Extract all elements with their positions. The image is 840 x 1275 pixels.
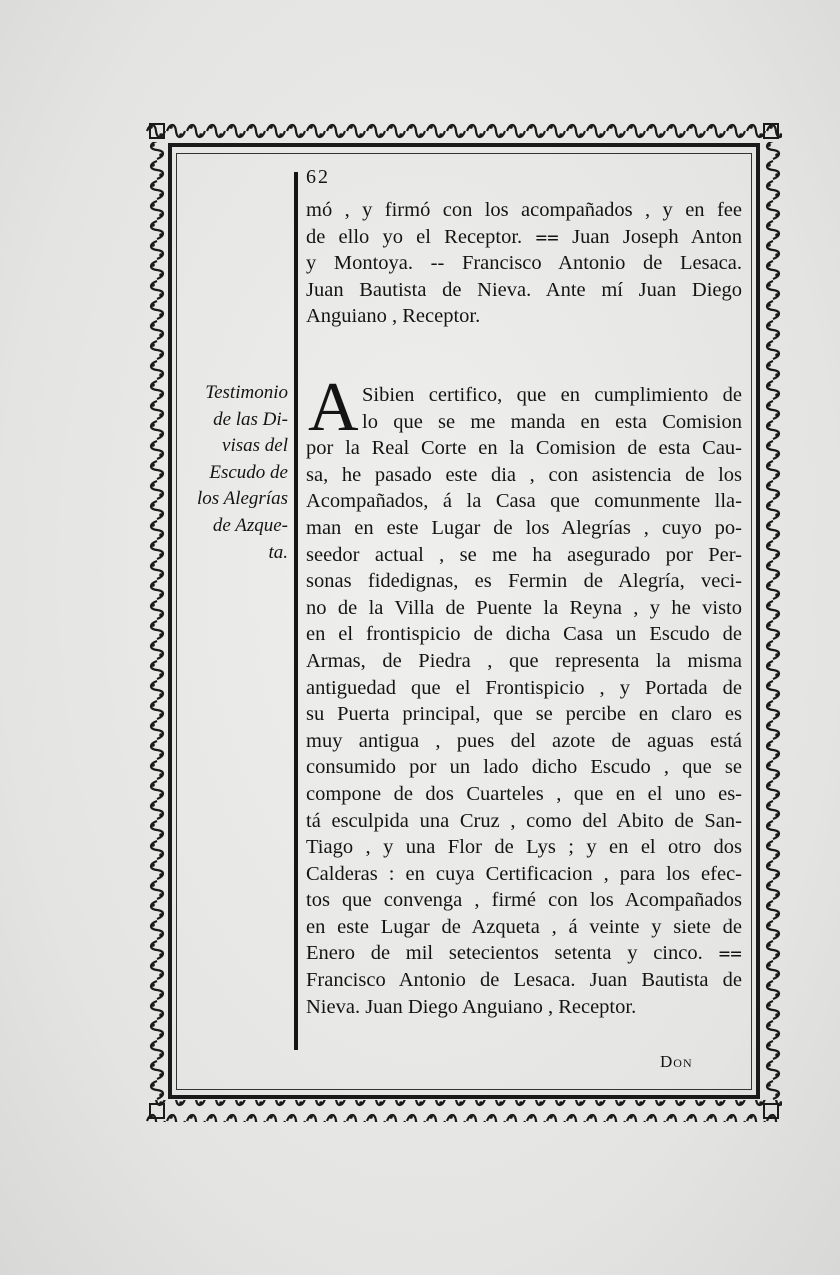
frame-inner-rule-right [751,153,752,1089]
frame-rule-bottom [168,1095,760,1099]
frame-inner-rule-left [176,153,177,1089]
text-line: no de la Villa de Puente la Reyna , y he visto [306,596,742,619]
text-line: de ello yo el Receptor. ⩵ Juan Joseph Anton [306,225,742,248]
text-line: en este Lugar de Azqueta , á veinte y siete de [306,915,742,938]
text-line: Tiago , y una Flor de Lys ; y en el otro dos [306,836,742,859]
text-line: su Puerta principal, que se percibe en claro es [306,703,742,726]
marginal-line: Escudo de [209,461,288,483]
paragraph-continuation [306,197,742,330]
text-line: sonas fidedignas, es Fermin de Alegría, veci- [306,570,742,593]
text-line: por la Real Corte en la Comision de esta Cau- [306,437,742,460]
marginal-line: visas del [222,435,288,457]
marginal-line: ta. [268,541,288,563]
text-line: Anguiano , Receptor. [306,305,481,328]
marginal-line: Testimonio [205,382,288,403]
marginal-line: los Alegrías [197,488,288,510]
text-line: Calderas : en cuya Certificacion , para los efec- [306,862,742,885]
frame-rule-right [756,143,760,1099]
drop-cap: A [308,369,359,446]
text-line: tá esculpida una Cruz , como del Abito de San- [306,809,742,832]
text-line: consumido por un lado dicho Escudo , que se [306,756,742,779]
text-line: Armas, de Piedra , que representa la misma [306,649,742,672]
paragraph-certification [306,382,742,1020]
column-divider [294,172,298,1050]
text-line: Enero de mil setecientos setenta y cinco. ⩵ [306,942,742,965]
catchword: Don [660,1052,693,1071]
marginal-line: de Azque- [212,514,288,536]
text-line: antiguedad que el Frontispicio , y Portada de [306,676,742,699]
text-line: Sibien certifico, que en cumplimiento de [362,384,742,406]
text-line: sa, he pasado este dia , con asistencia de los [306,463,742,486]
frame-rule-left [168,143,172,1099]
page-number: 62 [306,166,330,188]
frame-inner-rule-bottom [176,1089,752,1090]
text-line: tos que convenga , firmé con los Acompañados [306,889,742,912]
text-line: Acompañados, á la Casa que comunmente lla- [306,490,742,513]
text-line: compone de dos Cuarteles , que en el uno es- [306,782,742,805]
frame-inner-rule-top [176,153,752,154]
text-line: lo que se me manda en esta Comision [362,410,742,433]
text-line: Juan Bautista de Nieva. Ante mí Juan Diego [306,278,742,301]
text-line: mó , y firmó con los acompañados , y en fee [306,199,742,221]
text-line: y Montoya. -- Francisco Antonio de Lesaca. [306,252,742,275]
text-line: Nieva. Juan Diego Anguiano , Receptor. [306,995,637,1018]
text-line: seedor actual , se me ha asegurado por Per- [306,543,742,566]
marginal-line: de las Di- [213,408,288,430]
text-line: en el frontispicio de dicha Casa un Escudo de [306,623,742,646]
marginal-note [186,380,288,566]
text-line: muy antigua , pues del azote de aguas está [306,729,742,752]
text-line: man en este Lugar de los Alegrías , cuyo po- [306,516,742,539]
text-line: Francisco Antonio de Lesaca. Juan Bautista de [306,969,742,992]
frame-rule-top [168,143,760,147]
